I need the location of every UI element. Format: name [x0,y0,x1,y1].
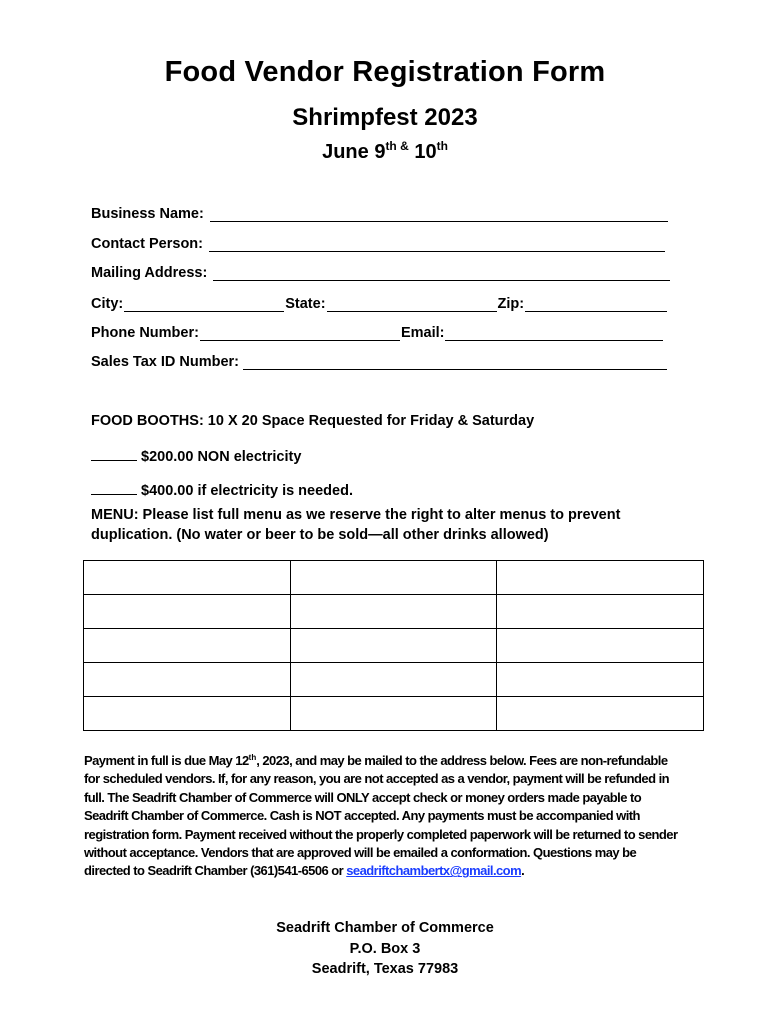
table-row [84,629,704,663]
form-title: Food Vendor Registration Form [164,56,606,88]
menu-instructions-line1: MENU: Please list full menu as we reserve the right to alter menus to prevent [91,507,621,523]
state-label: State: [285,296,326,312]
menu-cell[interactable] [290,629,497,663]
option1-blank[interactable] [91,446,137,461]
city-label: City: [91,296,124,312]
zip-label: Zip: [497,296,525,312]
table-row [84,595,704,629]
business-name-field[interactable] [210,205,668,222]
city-field[interactable] [124,295,284,312]
mailing-address-block [0,918,770,980]
menu-cell[interactable] [497,595,704,629]
menu-cell[interactable] [497,663,704,697]
email-label: Email: [400,325,445,341]
phone-email-row [91,321,664,341]
menu-cell[interactable] [290,663,497,697]
business-name-label: Business Name: [91,206,204,222]
state-field[interactable] [327,295,497,312]
menu-cell[interactable] [84,629,291,663]
footer-org-name: Seadrift Chamber of Commerce [276,920,494,936]
event-name: Shrimpfest 2023 [292,104,478,131]
city-state-zip-row [91,292,668,312]
chamber-email-link[interactable]: seadriftchambertx@gmail.com [346,863,522,879]
footer-city: Seadrift, Texas 77983 [311,961,459,977]
menu-cell[interactable] [290,561,497,595]
booth-option-no-electricity: $200.00 NON electricity [91,446,301,465]
sales-tax-row [91,350,668,370]
mailing-address-label: Mailing Address: [91,265,208,281]
sales-tax-field[interactable] [243,353,667,370]
contact-person-field[interactable] [209,235,665,252]
event-dates: June $9^{th \&}$ 10th [322,139,448,163]
menu-cell[interactable] [497,629,704,663]
email-field[interactable] [445,324,663,341]
table-row [84,561,704,595]
mailing-address-field[interactable] [213,264,670,281]
phone-field[interactable] [200,324,400,341]
phone-label: Phone Number: [91,325,199,341]
payment-terms-paragraph: Payment in full is due May 12th, 2023, and may be mailed to the address below. Fees are non-refundable for scheduled vendors. If, for any reason, you are not accepted as a vendor, payment will be refunded in full. The Seadrift Chamber of Commerce will ONLY accept check or money orders made payable to Seadrift Chamber of Commerce. Cash is NOT accepted. Any payments must be accompanied with registration form. Payment received without the properly completed paperwork will be returned to sender without acceptance. Vendors that are approved will be emailed a conformation. Questions may be directed to Seadrift Chamber (361)541-6506 or seadriftchambertx@gmail.com. [84,753,678,879]
footer-po-box: P.O. Box 3 [349,940,421,957]
table-row [84,663,704,697]
sales-tax-label: Sales Tax ID Number: [91,354,240,370]
menu-cell[interactable] [497,697,704,731]
menu-cell[interactable] [497,561,704,595]
contact-person-label: Contact Person: [91,236,203,252]
menu-cell[interactable] [84,697,291,731]
table-row [84,697,704,731]
menu-cell[interactable] [84,595,291,629]
mailing-address-row [91,261,671,281]
menu-cell[interactable] [84,663,291,697]
menu-instructions-line2: duplication. (No water or beer to be sold—all other drinks allowed) [91,527,549,543]
food-booths-heading: FOOD BOOTHS: 10 X 20 Space Requested for Friday & Saturday [91,413,535,429]
booth-option-electricity: $400.00 if electricity is needed. [91,480,353,499]
menu-cell[interactable] [290,697,497,731]
option2-blank[interactable] [91,480,137,495]
menu-cell[interactable] [290,595,497,629]
contact-person-row [91,232,666,252]
zip-field[interactable] [525,295,667,312]
menu-cell[interactable] [84,561,291,595]
business-name-row [91,202,669,222]
menu-table [83,560,704,731]
